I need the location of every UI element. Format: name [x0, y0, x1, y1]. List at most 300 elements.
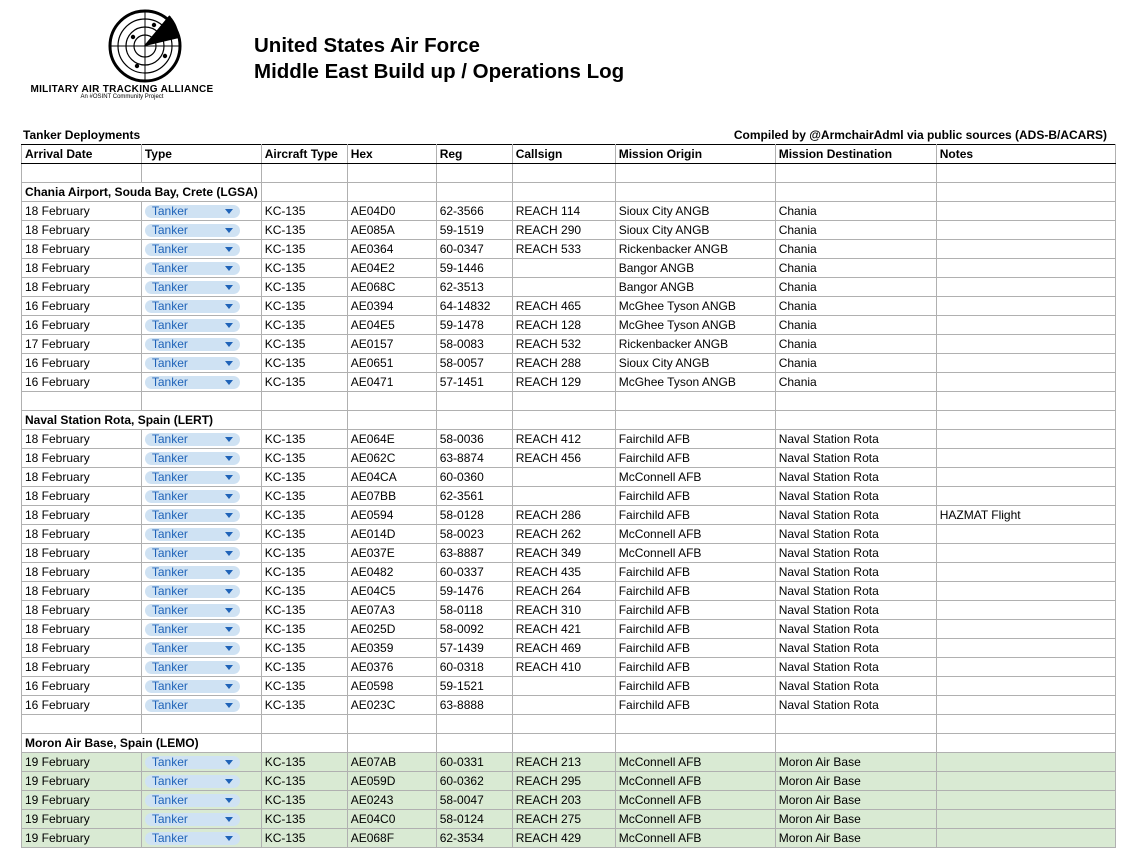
- aircraft-cell[interactable]: KC-135: [261, 468, 347, 487]
- empty-cell[interactable]: [347, 164, 436, 183]
- dropdown-arrow-icon[interactable]: [225, 817, 233, 822]
- section-label[interactable]: Chania Airport, Souda Bay, Crete (LGSA): [22, 183, 262, 202]
- type-dropdown-chip[interactable]: [145, 300, 240, 313]
- origin-cell[interactable]: McConnell AFB: [615, 791, 775, 810]
- notes-cell[interactable]: [936, 259, 1115, 278]
- reg-cell[interactable]: 64-14832: [436, 297, 512, 316]
- empty-cell[interactable]: [347, 715, 436, 734]
- empty-cell[interactable]: [615, 734, 775, 753]
- aircraft-cell[interactable]: KC-135: [261, 563, 347, 582]
- reg-cell[interactable]: 63-8874: [436, 449, 512, 468]
- empty-cell[interactable]: [775, 715, 936, 734]
- callsign-cell[interactable]: REACH 465: [512, 297, 615, 316]
- notes-cell[interactable]: [936, 335, 1115, 354]
- notes-cell[interactable]: [936, 563, 1115, 582]
- callsign-cell[interactable]: REACH 421: [512, 620, 615, 639]
- column-header[interactable]: Arrival Date: [22, 145, 142, 164]
- destination-cell[interactable]: Chania: [775, 240, 936, 259]
- dropdown-arrow-icon[interactable]: [225, 228, 233, 233]
- type-dropdown-chip[interactable]: [145, 490, 240, 503]
- notes-cell[interactable]: [936, 658, 1115, 677]
- callsign-cell[interactable]: REACH 429: [512, 829, 615, 848]
- date-cell[interactable]: 18 February: [22, 506, 142, 525]
- type-dropdown-chip[interactable]: [145, 604, 240, 617]
- destination-cell[interactable]: Chania: [775, 278, 936, 297]
- destination-cell[interactable]: Moron Air Base: [775, 829, 936, 848]
- aircraft-cell[interactable]: KC-135: [261, 240, 347, 259]
- type-cell[interactable]: [141, 696, 261, 715]
- notes-cell[interactable]: [936, 316, 1115, 335]
- notes-cell[interactable]: [936, 278, 1115, 297]
- hex-cell[interactable]: AE068F: [347, 829, 436, 848]
- reg-cell[interactable]: 63-8888: [436, 696, 512, 715]
- type-cell[interactable]: [141, 373, 261, 392]
- origin-cell[interactable]: Fairchild AFB: [615, 582, 775, 601]
- reg-cell[interactable]: 63-8887: [436, 544, 512, 563]
- reg-cell[interactable]: 57-1439: [436, 639, 512, 658]
- date-cell[interactable]: 18 February: [22, 259, 142, 278]
- notes-cell[interactable]: [936, 487, 1115, 506]
- date-cell[interactable]: 18 February: [22, 449, 142, 468]
- aircraft-cell[interactable]: KC-135: [261, 620, 347, 639]
- dropdown-arrow-icon[interactable]: [225, 513, 233, 518]
- section-label[interactable]: Moron Air Base, Spain (LEMO): [22, 734, 262, 753]
- type-dropdown-chip[interactable]: [145, 699, 240, 712]
- date-cell[interactable]: 19 February: [22, 810, 142, 829]
- type-dropdown-chip[interactable]: [145, 623, 240, 636]
- type-cell[interactable]: [141, 259, 261, 278]
- aircraft-cell[interactable]: KC-135: [261, 202, 347, 221]
- column-header[interactable]: Mission Origin: [615, 145, 775, 164]
- origin-cell[interactable]: Rickenbacker ANGB: [615, 335, 775, 354]
- callsign-cell[interactable]: REACH 128: [512, 316, 615, 335]
- dropdown-arrow-icon[interactable]: [225, 266, 233, 271]
- hex-cell[interactable]: AE04E5: [347, 316, 436, 335]
- aircraft-cell[interactable]: KC-135: [261, 658, 347, 677]
- empty-cell[interactable]: [775, 183, 936, 202]
- notes-cell[interactable]: [936, 677, 1115, 696]
- empty-cell[interactable]: [436, 734, 512, 753]
- empty-cell[interactable]: [436, 715, 512, 734]
- date-cell[interactable]: 18 February: [22, 487, 142, 506]
- callsign-cell[interactable]: REACH 349: [512, 544, 615, 563]
- type-dropdown-chip[interactable]: [145, 224, 240, 237]
- date-cell[interactable]: 18 February: [22, 620, 142, 639]
- empty-cell[interactable]: [436, 392, 512, 411]
- aircraft-cell[interactable]: KC-135: [261, 753, 347, 772]
- date-cell[interactable]: 17 February: [22, 335, 142, 354]
- type-cell[interactable]: [141, 449, 261, 468]
- origin-cell[interactable]: McConnell AFB: [615, 810, 775, 829]
- empty-cell[interactable]: [261, 715, 347, 734]
- reg-cell[interactable]: 58-0124: [436, 810, 512, 829]
- empty-cell[interactable]: [347, 734, 436, 753]
- notes-cell[interactable]: [936, 240, 1115, 259]
- destination-cell[interactable]: Chania: [775, 335, 936, 354]
- empty-cell[interactable]: [936, 734, 1115, 753]
- dropdown-arrow-icon[interactable]: [225, 342, 233, 347]
- destination-cell[interactable]: Chania: [775, 354, 936, 373]
- empty-cell[interactable]: [615, 164, 775, 183]
- destination-cell[interactable]: Naval Station Rota: [775, 639, 936, 658]
- hex-cell[interactable]: AE068C: [347, 278, 436, 297]
- callsign-cell[interactable]: REACH 288: [512, 354, 615, 373]
- reg-cell[interactable]: 59-1478: [436, 316, 512, 335]
- type-dropdown-chip[interactable]: [145, 452, 240, 465]
- notes-cell[interactable]: [936, 354, 1115, 373]
- reg-cell[interactable]: 59-1521: [436, 677, 512, 696]
- destination-cell[interactable]: Naval Station Rota: [775, 430, 936, 449]
- dropdown-arrow-icon[interactable]: [225, 665, 233, 670]
- type-cell[interactable]: [141, 506, 261, 525]
- hex-cell[interactable]: AE0651: [347, 354, 436, 373]
- notes-cell[interactable]: [936, 430, 1115, 449]
- reg-cell[interactable]: 62-3566: [436, 202, 512, 221]
- hex-cell[interactable]: AE04CA: [347, 468, 436, 487]
- notes-cell[interactable]: [936, 772, 1115, 791]
- dropdown-arrow-icon[interactable]: [225, 247, 233, 252]
- empty-cell[interactable]: [615, 715, 775, 734]
- origin-cell[interactable]: Fairchild AFB: [615, 696, 775, 715]
- notes-cell[interactable]: [936, 753, 1115, 772]
- notes-cell[interactable]: [936, 829, 1115, 848]
- date-cell[interactable]: 18 February: [22, 601, 142, 620]
- dropdown-arrow-icon[interactable]: [225, 532, 233, 537]
- notes-cell[interactable]: [936, 639, 1115, 658]
- hex-cell[interactable]: AE085A: [347, 221, 436, 240]
- callsign-cell[interactable]: REACH 129: [512, 373, 615, 392]
- origin-cell[interactable]: Fairchild AFB: [615, 449, 775, 468]
- destination-cell[interactable]: Naval Station Rota: [775, 582, 936, 601]
- dropdown-arrow-icon[interactable]: [225, 703, 233, 708]
- date-cell[interactable]: 18 February: [22, 563, 142, 582]
- type-dropdown-chip[interactable]: [145, 205, 240, 218]
- hex-cell[interactable]: AE04C0: [347, 810, 436, 829]
- hex-cell[interactable]: AE062C: [347, 449, 436, 468]
- type-cell[interactable]: [141, 582, 261, 601]
- date-cell[interactable]: 19 February: [22, 753, 142, 772]
- empty-cell[interactable]: [936, 183, 1115, 202]
- type-cell[interactable]: [141, 335, 261, 354]
- origin-cell[interactable]: Rickenbacker ANGB: [615, 240, 775, 259]
- origin-cell[interactable]: Fairchild AFB: [615, 487, 775, 506]
- dropdown-arrow-icon[interactable]: [225, 798, 233, 803]
- callsign-cell[interactable]: REACH 533: [512, 240, 615, 259]
- destination-cell[interactable]: Moron Air Base: [775, 772, 936, 791]
- empty-cell[interactable]: [261, 411, 347, 430]
- type-dropdown-chip[interactable]: [145, 243, 240, 256]
- hex-cell[interactable]: AE0598: [347, 677, 436, 696]
- type-cell[interactable]: [141, 430, 261, 449]
- reg-cell[interactable]: 59-1446: [436, 259, 512, 278]
- origin-cell[interactable]: Fairchild AFB: [615, 430, 775, 449]
- empty-cell[interactable]: [141, 392, 261, 411]
- aircraft-cell[interactable]: KC-135: [261, 297, 347, 316]
- column-header[interactable]: Type: [141, 145, 261, 164]
- empty-cell[interactable]: [141, 715, 261, 734]
- dropdown-arrow-icon[interactable]: [225, 779, 233, 784]
- date-cell[interactable]: 16 February: [22, 316, 142, 335]
- reg-cell[interactable]: 58-0036: [436, 430, 512, 449]
- hex-cell[interactable]: AE07A3: [347, 601, 436, 620]
- aircraft-cell[interactable]: KC-135: [261, 582, 347, 601]
- notes-cell[interactable]: [936, 791, 1115, 810]
- column-header[interactable]: Hex: [347, 145, 436, 164]
- notes-cell[interactable]: [936, 810, 1115, 829]
- empty-cell[interactable]: [22, 392, 142, 411]
- callsign-cell[interactable]: [512, 487, 615, 506]
- destination-cell[interactable]: Naval Station Rota: [775, 487, 936, 506]
- dropdown-arrow-icon[interactable]: [225, 285, 233, 290]
- empty-cell[interactable]: [347, 392, 436, 411]
- notes-cell[interactable]: [936, 373, 1115, 392]
- empty-cell[interactable]: [512, 392, 615, 411]
- hex-cell[interactable]: AE064E: [347, 430, 436, 449]
- origin-cell[interactable]: Fairchild AFB: [615, 639, 775, 658]
- dropdown-arrow-icon[interactable]: [225, 494, 233, 499]
- type-dropdown-chip[interactable]: [145, 813, 240, 826]
- destination-cell[interactable]: Moron Air Base: [775, 810, 936, 829]
- destination-cell[interactable]: Naval Station Rota: [775, 658, 936, 677]
- type-cell[interactable]: [141, 316, 261, 335]
- aircraft-cell[interactable]: KC-135: [261, 696, 347, 715]
- date-cell[interactable]: 18 February: [22, 278, 142, 297]
- empty-cell[interactable]: [936, 715, 1115, 734]
- empty-cell[interactable]: [22, 164, 142, 183]
- type-dropdown-chip[interactable]: [145, 319, 240, 332]
- empty-cell[interactable]: [347, 411, 436, 430]
- destination-cell[interactable]: Moron Air Base: [775, 791, 936, 810]
- hex-cell[interactable]: AE0471: [347, 373, 436, 392]
- aircraft-cell[interactable]: KC-135: [261, 677, 347, 696]
- callsign-cell[interactable]: REACH 310: [512, 601, 615, 620]
- hex-cell[interactable]: AE059D: [347, 772, 436, 791]
- notes-cell[interactable]: [936, 601, 1115, 620]
- type-cell[interactable]: [141, 278, 261, 297]
- callsign-cell[interactable]: [512, 677, 615, 696]
- empty-cell[interactable]: [436, 411, 512, 430]
- reg-cell[interactable]: 60-0318: [436, 658, 512, 677]
- hex-cell[interactable]: AE0243: [347, 791, 436, 810]
- column-header[interactable]: Callsign: [512, 145, 615, 164]
- type-dropdown-chip[interactable]: [145, 262, 240, 275]
- type-cell[interactable]: [141, 677, 261, 696]
- type-dropdown-chip[interactable]: [145, 471, 240, 484]
- date-cell[interactable]: 18 February: [22, 202, 142, 221]
- destination-cell[interactable]: Naval Station Rota: [775, 601, 936, 620]
- aircraft-cell[interactable]: KC-135: [261, 259, 347, 278]
- type-dropdown-chip[interactable]: [145, 509, 240, 522]
- type-cell[interactable]: [141, 221, 261, 240]
- type-dropdown-chip[interactable]: [145, 357, 240, 370]
- callsign-cell[interactable]: REACH 412: [512, 430, 615, 449]
- date-cell[interactable]: 16 February: [22, 354, 142, 373]
- callsign-cell[interactable]: REACH 275: [512, 810, 615, 829]
- type-cell[interactable]: [141, 563, 261, 582]
- origin-cell[interactable]: McConnell AFB: [615, 525, 775, 544]
- date-cell[interactable]: 16 February: [22, 696, 142, 715]
- callsign-cell[interactable]: REACH 456: [512, 449, 615, 468]
- hex-cell[interactable]: AE023C: [347, 696, 436, 715]
- column-header[interactable]: Aircraft Type: [261, 145, 347, 164]
- aircraft-cell[interactable]: KC-135: [261, 772, 347, 791]
- date-cell[interactable]: 16 February: [22, 677, 142, 696]
- notes-cell[interactable]: [936, 202, 1115, 221]
- callsign-cell[interactable]: REACH 286: [512, 506, 615, 525]
- empty-cell[interactable]: [22, 715, 142, 734]
- dropdown-arrow-icon[interactable]: [225, 836, 233, 841]
- empty-cell[interactable]: [512, 715, 615, 734]
- dropdown-arrow-icon[interactable]: [225, 684, 233, 689]
- notes-cell[interactable]: [936, 525, 1115, 544]
- notes-cell[interactable]: [936, 544, 1115, 563]
- origin-cell[interactable]: McGhee Tyson ANGB: [615, 316, 775, 335]
- dropdown-arrow-icon[interactable]: [225, 361, 233, 366]
- notes-cell[interactable]: HAZMAT Flight: [936, 506, 1115, 525]
- callsign-cell[interactable]: REACH 469: [512, 639, 615, 658]
- type-dropdown-chip[interactable]: [145, 338, 240, 351]
- type-dropdown-chip[interactable]: [145, 775, 240, 788]
- callsign-cell[interactable]: REACH 435: [512, 563, 615, 582]
- notes-cell[interactable]: [936, 582, 1115, 601]
- origin-cell[interactable]: Sioux City ANGB: [615, 354, 775, 373]
- date-cell[interactable]: 19 February: [22, 829, 142, 848]
- type-dropdown-chip[interactable]: [145, 547, 240, 560]
- aircraft-cell[interactable]: KC-135: [261, 544, 347, 563]
- empty-cell[interactable]: [775, 734, 936, 753]
- reg-cell[interactable]: 59-1476: [436, 582, 512, 601]
- dropdown-arrow-icon[interactable]: [225, 380, 233, 385]
- aircraft-cell[interactable]: KC-135: [261, 373, 347, 392]
- empty-cell[interactable]: [436, 164, 512, 183]
- type-cell[interactable]: [141, 772, 261, 791]
- dropdown-arrow-icon[interactable]: [225, 475, 233, 480]
- dropdown-arrow-icon[interactable]: [225, 570, 233, 575]
- origin-cell[interactable]: Bangor ANGB: [615, 259, 775, 278]
- type-dropdown-chip[interactable]: [145, 756, 240, 769]
- type-dropdown-chip[interactable]: [145, 376, 240, 389]
- date-cell[interactable]: 16 February: [22, 297, 142, 316]
- reg-cell[interactable]: 58-0057: [436, 354, 512, 373]
- callsign-cell[interactable]: REACH 262: [512, 525, 615, 544]
- column-header[interactable]: Reg: [436, 145, 512, 164]
- destination-cell[interactable]: Chania: [775, 297, 936, 316]
- date-cell[interactable]: 19 February: [22, 772, 142, 791]
- dropdown-arrow-icon[interactable]: [225, 627, 233, 632]
- date-cell[interactable]: 18 February: [22, 658, 142, 677]
- origin-cell[interactable]: Bangor ANGB: [615, 278, 775, 297]
- column-header[interactable]: Notes: [936, 145, 1115, 164]
- reg-cell[interactable]: 60-0337: [436, 563, 512, 582]
- empty-cell[interactable]: [436, 183, 512, 202]
- origin-cell[interactable]: McConnell AFB: [615, 772, 775, 791]
- callsign-cell[interactable]: REACH 264: [512, 582, 615, 601]
- dropdown-arrow-icon[interactable]: [225, 209, 233, 214]
- date-cell[interactable]: 18 February: [22, 240, 142, 259]
- notes-cell[interactable]: [936, 221, 1115, 240]
- origin-cell[interactable]: Fairchild AFB: [615, 563, 775, 582]
- type-cell[interactable]: [141, 544, 261, 563]
- aircraft-cell[interactable]: KC-135: [261, 335, 347, 354]
- hex-cell[interactable]: AE0364: [347, 240, 436, 259]
- reg-cell[interactable]: 60-0347: [436, 240, 512, 259]
- empty-cell[interactable]: [615, 411, 775, 430]
- empty-cell[interactable]: [775, 164, 936, 183]
- hex-cell[interactable]: AE04D0: [347, 202, 436, 221]
- type-cell[interactable]: [141, 658, 261, 677]
- aircraft-cell[interactable]: KC-135: [261, 221, 347, 240]
- reg-cell[interactable]: 62-3534: [436, 829, 512, 848]
- callsign-cell[interactable]: REACH 532: [512, 335, 615, 354]
- type-cell[interactable]: [141, 753, 261, 772]
- aircraft-cell[interactable]: KC-135: [261, 449, 347, 468]
- aircraft-cell[interactable]: KC-135: [261, 316, 347, 335]
- hex-cell[interactable]: AE014D: [347, 525, 436, 544]
- date-cell[interactable]: 16 February: [22, 373, 142, 392]
- destination-cell[interactable]: Naval Station Rota: [775, 620, 936, 639]
- reg-cell[interactable]: 60-0360: [436, 468, 512, 487]
- type-cell[interactable]: [141, 639, 261, 658]
- callsign-cell[interactable]: [512, 696, 615, 715]
- hex-cell[interactable]: AE0376: [347, 658, 436, 677]
- notes-cell[interactable]: [936, 620, 1115, 639]
- destination-cell[interactable]: Naval Station Rota: [775, 449, 936, 468]
- aircraft-cell[interactable]: KC-135: [261, 506, 347, 525]
- type-cell[interactable]: [141, 297, 261, 316]
- empty-cell[interactable]: [775, 392, 936, 411]
- type-dropdown-chip[interactable]: [145, 433, 240, 446]
- origin-cell[interactable]: Fairchild AFB: [615, 620, 775, 639]
- reg-cell[interactable]: 58-0118: [436, 601, 512, 620]
- aircraft-cell[interactable]: KC-135: [261, 525, 347, 544]
- dropdown-arrow-icon[interactable]: [225, 589, 233, 594]
- destination-cell[interactable]: Naval Station Rota: [775, 563, 936, 582]
- destination-cell[interactable]: Chania: [775, 373, 936, 392]
- callsign-cell[interactable]: REACH 295: [512, 772, 615, 791]
- aircraft-cell[interactable]: KC-135: [261, 278, 347, 297]
- reg-cell[interactable]: 58-0023: [436, 525, 512, 544]
- origin-cell[interactable]: McConnell AFB: [615, 829, 775, 848]
- aircraft-cell[interactable]: KC-135: [261, 829, 347, 848]
- aircraft-cell[interactable]: KC-135: [261, 487, 347, 506]
- destination-cell[interactable]: Naval Station Rota: [775, 468, 936, 487]
- empty-cell[interactable]: [615, 183, 775, 202]
- empty-cell[interactable]: [261, 734, 347, 753]
- empty-cell[interactable]: [775, 411, 936, 430]
- date-cell[interactable]: 19 February: [22, 791, 142, 810]
- notes-cell[interactable]: [936, 696, 1115, 715]
- section-label[interactable]: Naval Station Rota, Spain (LERT): [22, 411, 262, 430]
- hex-cell[interactable]: AE07BB: [347, 487, 436, 506]
- hex-cell[interactable]: AE037E: [347, 544, 436, 563]
- hex-cell[interactable]: AE0594: [347, 506, 436, 525]
- origin-cell[interactable]: McConnell AFB: [615, 544, 775, 563]
- origin-cell[interactable]: McConnell AFB: [615, 468, 775, 487]
- reg-cell[interactable]: 60-0331: [436, 753, 512, 772]
- destination-cell[interactable]: Naval Station Rota: [775, 696, 936, 715]
- date-cell[interactable]: 18 February: [22, 639, 142, 658]
- origin-cell[interactable]: Sioux City ANGB: [615, 202, 775, 221]
- type-dropdown-chip[interactable]: [145, 794, 240, 807]
- date-cell[interactable]: 18 February: [22, 430, 142, 449]
- callsign-cell[interactable]: REACH 203: [512, 791, 615, 810]
- callsign-cell[interactable]: REACH 213: [512, 753, 615, 772]
- reg-cell[interactable]: 58-0047: [436, 791, 512, 810]
- hex-cell[interactable]: AE0394: [347, 297, 436, 316]
- empty-cell[interactable]: [936, 411, 1115, 430]
- origin-cell[interactable]: McGhee Tyson ANGB: [615, 373, 775, 392]
- type-dropdown-chip[interactable]: [145, 528, 240, 541]
